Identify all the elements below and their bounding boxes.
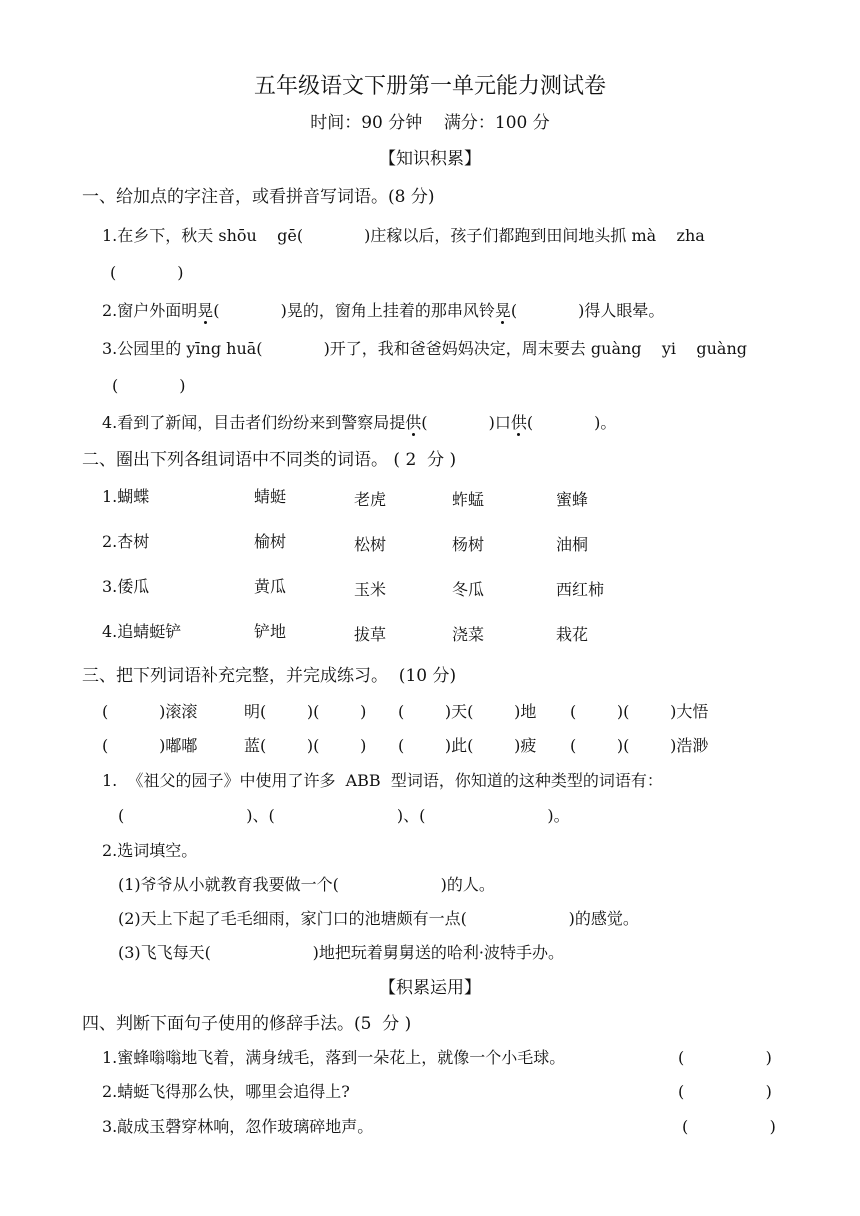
q3-sub-2-item-1: (1)爷爷从小就教育我要做一个( )的人。 <box>118 875 495 894</box>
q2-heading: 二、圈出下列各组词语中不同类的词语。 ( 2 分 ) <box>82 450 457 470</box>
word-cell: 黄瓜 <box>254 577 287 596</box>
dotted-char: 晃 <box>494 301 511 320</box>
word-cell: 浇菜 <box>452 625 485 644</box>
word-cell: 拔草 <box>354 625 387 644</box>
word-cell: 铲地 <box>254 622 287 641</box>
q1-item-2: 2.窗户外面明晃( )晃的，窗角上挂着的那串风铃晃( )得人眼晕。 <box>102 301 665 320</box>
q3-heading: 三、把下列词语补充完整，并完成练习。 (10 分) <box>82 666 457 686</box>
idiom-blank: 明( )( ) <box>244 702 367 721</box>
q4-item-3: 3.敲成玉磬穿林响，忽作玻璃碎地声。 <box>102 1117 374 1136</box>
word-cell: 玉米 <box>354 580 387 599</box>
dotted-char: 晃 <box>197 301 214 320</box>
q3-sub-1: 1. 《祖父的园子》中使用了许多 ABB 型词语，你知道的这种类型的词语有： <box>102 771 663 790</box>
word-cell: 1.蝴蝶 <box>102 487 150 506</box>
word-cell: 蚱蜢 <box>452 490 485 509</box>
dotted-char: 供 <box>405 413 422 432</box>
q3-sub-2-item-3: (3)飞飞每天( )地把玩着舅舅送的哈利·波特手办。 <box>118 943 564 962</box>
word-cell: 榆树 <box>254 532 287 551</box>
word-cell: 蜜蜂 <box>556 490 589 509</box>
q3-sub-1-blanks: ( )、( )、( )。 <box>118 806 570 825</box>
q1-heading: 一、给加点的字注音，或看拼音写词语。(8 分) <box>82 187 435 207</box>
q1-item-1: 1.在乡下，秋天 shōu gē( )庄稼以后，孩子们都跑到田间地头抓 mà zha <box>102 226 705 245</box>
idiom-blank: ( )天( )地 <box>398 702 537 721</box>
answer-blank: ( ) <box>678 1048 772 1067</box>
idiom-blank: 蓝( )( ) <box>244 736 367 755</box>
word-cell: 油桐 <box>556 535 589 554</box>
idiom-blank: ( )( )大悟 <box>570 702 709 721</box>
answer-blank: ( ) <box>682 1117 776 1136</box>
answer-blank: ( ) <box>678 1082 772 1101</box>
word-cell: 杨树 <box>452 535 485 554</box>
idiom-blank: ( )滚滚 <box>102 702 198 721</box>
q1-item-1-blank: ( ) <box>110 263 184 282</box>
word-cell: 松树 <box>354 535 387 554</box>
section-heading-knowledge: 【知识积累】 <box>379 149 481 169</box>
section-heading-application: 【积累运用】 <box>379 978 481 998</box>
idiom-blank: ( )嘟嘟 <box>102 736 198 755</box>
q1-item-4: 4.看到了新闻，目击者们纷纷来到警察局提供( )口供( )。 <box>102 413 617 432</box>
q1-item-3: 3.公园里的 yīng huā( )开了，我和爸爸妈妈决定，周末要去 guàng yi guàng <box>102 339 748 358</box>
idiom-blank: ( )( )浩渺 <box>570 736 709 755</box>
word-cell: 西红柿 <box>556 580 605 599</box>
dotted-char: 供 <box>510 413 527 432</box>
word-cell: 冬瓜 <box>452 580 485 599</box>
word-cell: 2.杏树 <box>102 532 150 551</box>
q3-sub-2-item-2: (2)天上下起了毛毛细雨，家门口的池塘颇有一点( )的感觉。 <box>118 909 639 928</box>
word-cell: 4.追蜻蜓铲 <box>102 622 182 641</box>
q1-item-3-blank: ( ) <box>112 376 186 395</box>
word-cell: 3.倭瓜 <box>102 577 150 596</box>
word-cell: 老虎 <box>354 490 387 509</box>
word-cell: 蜻蜓 <box>254 487 287 506</box>
q4-item-2: 2.蜻蜓飞得那么快，哪里会追得上? <box>102 1082 350 1101</box>
idiom-blank: ( )此( )疲 <box>398 736 537 755</box>
q3-sub-2: 2.选词填空。 <box>102 841 198 860</box>
word-cell: 栽花 <box>556 625 589 644</box>
exam-info: 时间：90 分钟 满分：100 分 <box>310 113 550 133</box>
q4-item-1: 1.蜜蜂嗡嗡地飞着，满身绒毛，落到一朵花上，就像一个小毛球。 <box>102 1048 566 1067</box>
page-title: 五年级语文下册第一单元能力测试卷 <box>253 74 606 99</box>
q4-heading: 四、判断下面句子使用的修辞手法。(5 分 ) <box>82 1014 412 1034</box>
